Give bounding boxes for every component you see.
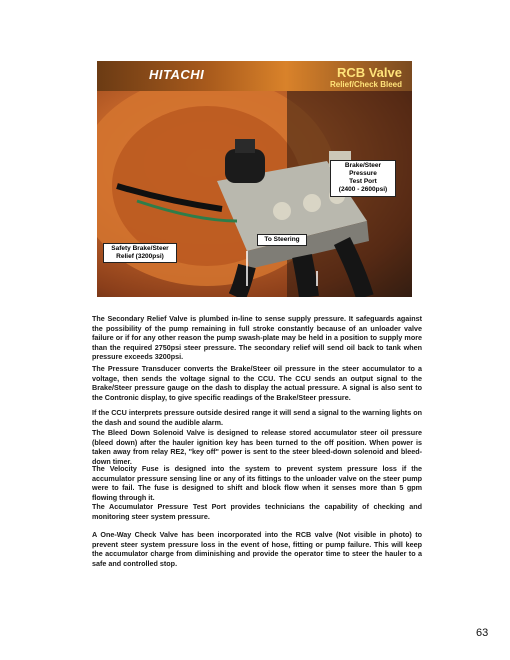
- valve-photo: [97, 91, 412, 297]
- paragraph-test-port: The Accumulator Pressure Test Port provides technicians the capability of checking and monitoring steer system pressure.: [92, 502, 422, 521]
- slide-header: [97, 61, 412, 91]
- paragraph-pressure-transducer: The Pressure Transducer converts the Brake/Steer oil pressure in the steer accumulator to a voltage, then sends the voltage signal to the CCU. The CCU sends an output signal to the Brake/Steer pressure gauge on the dash to display the actual pressure. A signal is also sent to the Contronic display, to give specific readings of the Brake/Steer pressure.: [92, 364, 422, 402]
- test-port-callout: Brake/Steer Pressure Test Port (2400 - 2600psi): [330, 160, 396, 197]
- paragraph-bleed-down: The Bleed Down Solenoid Valve is designed to release stored accumulator steer oil pressure (bleed down) after the hauler ignition key has been turned to the off position. When power is taken away from relay RE2, "key off" power is sent to the steer bleed-down solenoid and bleed-down timer.: [92, 428, 422, 466]
- paragraph-secondary-relief: The Secondary Relief Valve is plumbed in-line to sense supply pressure. It safeguards against the possibility of the pump remaining in full stroke constantly because of an unloader valve failure or if for any other reason the pump swash-plate may be held in a position to supply more than the required 2750psi steer pressure. The secondary relief will send oil back to tank when pressure exceeds 3200psi.: [92, 314, 422, 361]
- paragraph-ccu-warning: If the CCU interprets pressure outside desired range it will send a signal to the warning lights on the dash and sound the audible alarm.: [92, 408, 422, 427]
- slide-subtitle: Relief/Check Bleed: [329, 80, 402, 89]
- safety-relief-callout: Safety Brake/Steer Relief (3200psi): [103, 243, 177, 263]
- page-number: 63: [476, 627, 489, 639]
- paragraph-velocity-fuse: The Velocity Fuse is designed into the system to prevent system pressure loss if the accumulator pressure sensing line or any of its fittings to the unloader valve on the steer pump were to fail. The fuse is designed to shift and block flow when it senses more than 5 gpm flowing through it.: [92, 464, 422, 502]
- paragraph-check-valve: A One-Way Check Valve has been incorporated into the RCB valve (Not visible in photo) to prevent steer system pressure loss in the event of hose, fitting or pump failure. This will keep the accumulator charge from diminishing and provide the operator time to steer the hauler to a safe and controlled stop.: [92, 530, 422, 568]
- slide-title: RCB Valve: [336, 65, 402, 80]
- hitachi-logo: HITACHI: [149, 67, 205, 82]
- slide-image: [97, 61, 412, 297]
- to-steering-callout: To Steering: [257, 234, 307, 246]
